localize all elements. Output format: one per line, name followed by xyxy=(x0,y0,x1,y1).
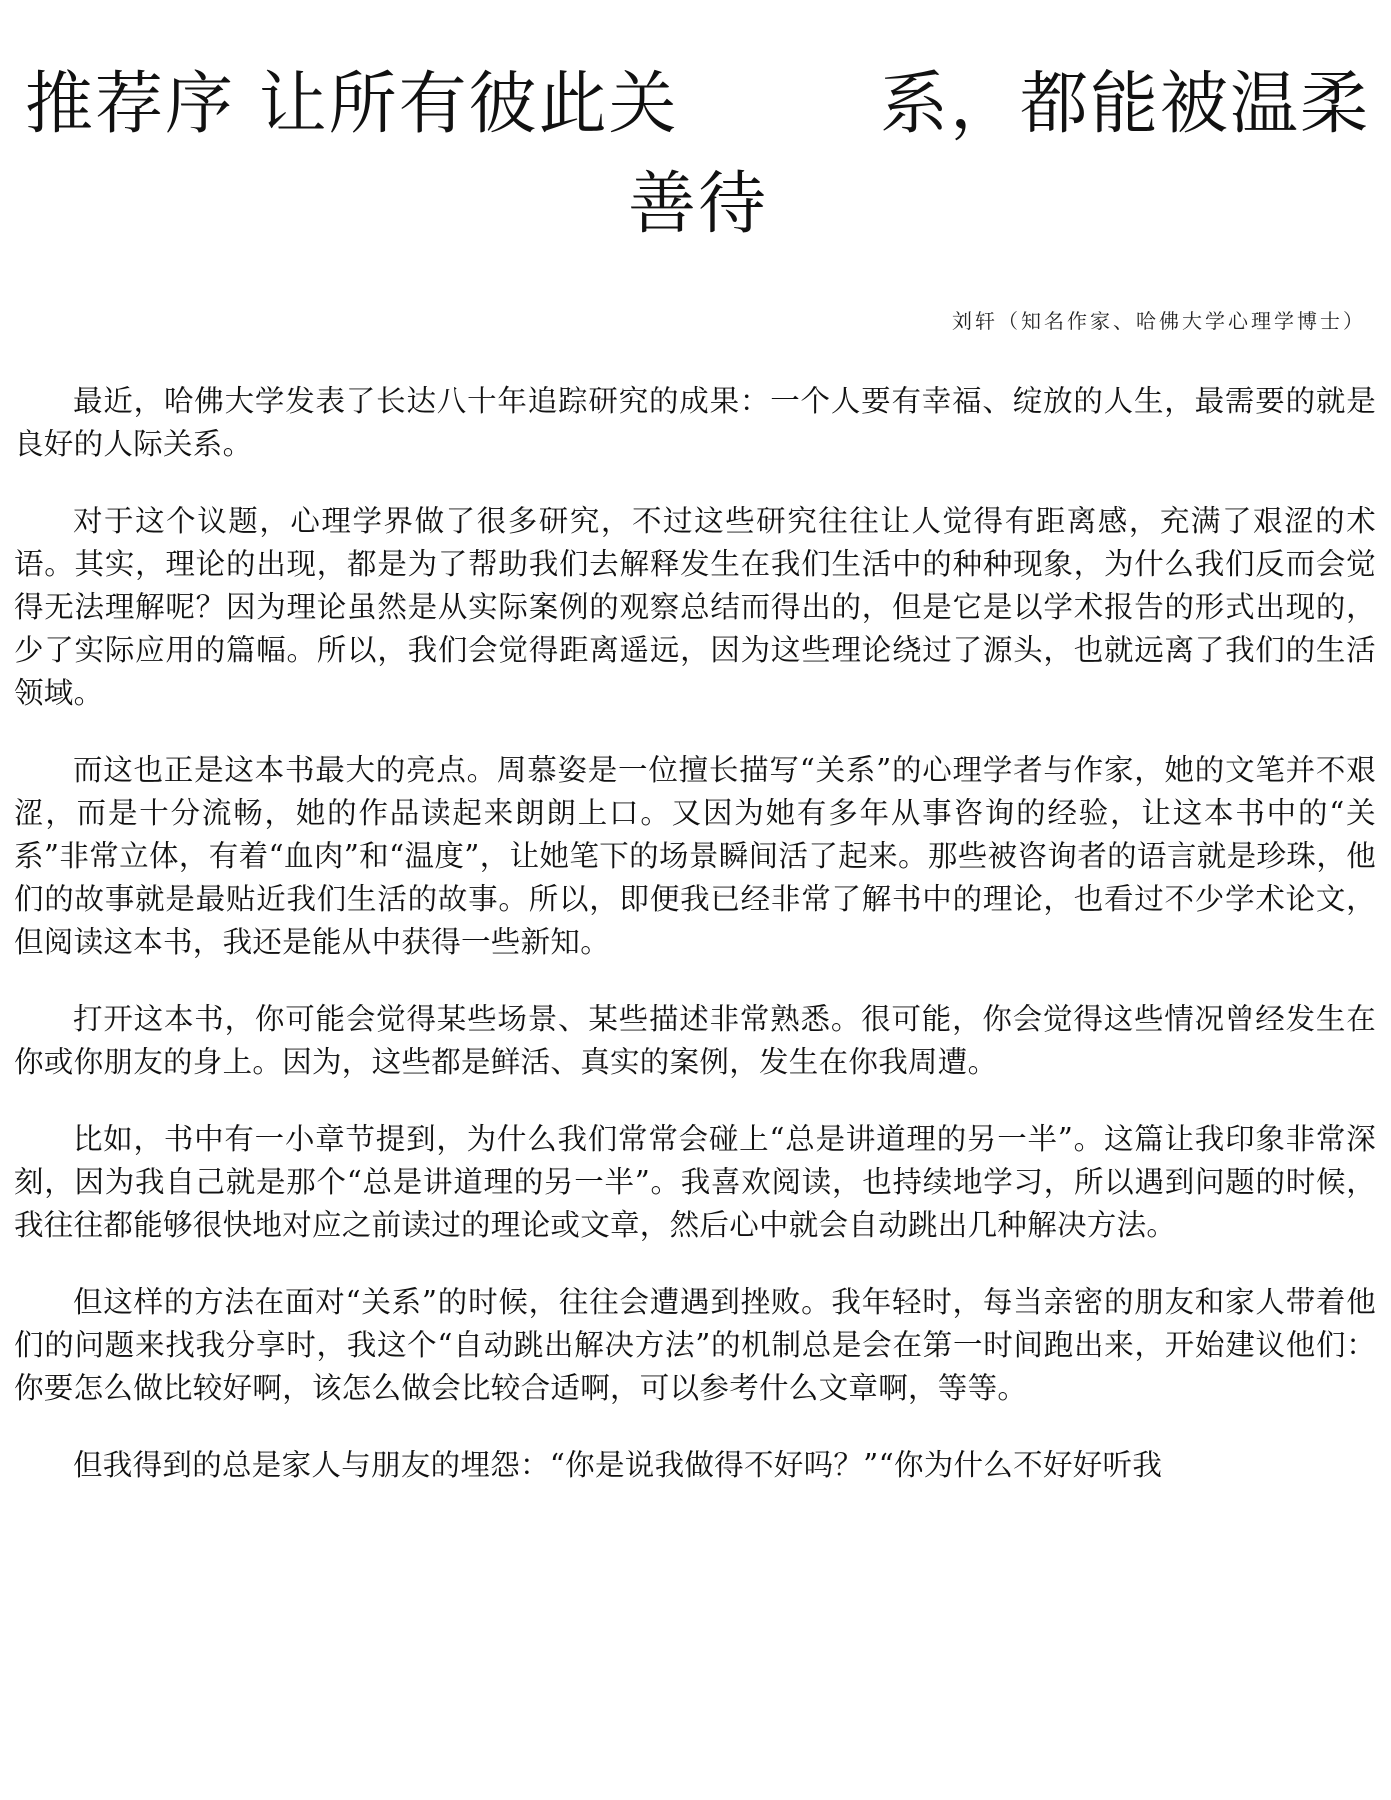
author-byline: 刘轩（知名作家、哈佛大学心理学博士） xyxy=(952,309,1366,333)
paragraph-7: 但我得到的总是家人与朋友的埋怨：“你是说我做得不好吗？”“你为什么不好好听我 xyxy=(73,1448,1163,1482)
title-line1-left: 推荐序 让所有彼此关 xyxy=(25,65,679,144)
title-line1-right: 系，都能被温柔 xyxy=(880,65,1371,144)
title-line2 xyxy=(20,160,1370,250)
paragraph-3: 而这也正是这本书最大的亮点。周慕姿是一位擅长描写“关系”的心理学者与作家，她的文笔并不艰涩，而是十分流畅，她的作品读起来朗朗上口。又因为她有多年从事咨询的经验，让这本书中的“关系”非常立体，有着“血肉”和“温度”，让她笔下的场景瞬间活了起来。那些被咨询者的语言就是珍珠，他们的故事就是最贴近我们生活的故事。所以，即便我已经非常了解书中的理论，也看过不少学术论文，但阅读这本书，我还是能从中获得一些新知。 xyxy=(14,753,1376,959)
paragraph-2: 对于这个议题，心理学界做了很多研究，不过这些研究往往让人觉得有距离感，充满了艰涩的术语。其实，理论的出现，都是为了帮助我们去解释发生在我们生活中的种种现象，为什么我们反而会觉得无法理解呢？因为理论虽然是从实际案例的观察总结而得出的，但是它是以学术报告的形式出现的，少了实际应用的篇幅。所以，我们会觉得距离遥远，因为这些理论绕过了源头，也就远离了我们的生活领域。 xyxy=(14,504,1376,710)
paragraph-4: 打开这本书，你可能会觉得某些场景、某些描述非常熟悉。很可能，你会觉得这些情况曾经发生在你或你朋友的身上。因为，这些都是鲜活、真实的案例，发生在你我周遭。 xyxy=(14,1002,1376,1079)
title-line2-text: 善待 xyxy=(627,165,768,244)
paragraph-1: 最近，哈佛大学发表了长达八十年追踪研究的成果：一个人要有幸福、绽放的人生，最需要的就是良好的人际关系。 xyxy=(14,384,1376,461)
paragraph-6: 但这样的方法在面对“关系”的时候，往往会遭遇到挫败。我年轻时，每当亲密的朋友和家人带着他们的问题来找我分享时，我这个“自动跳出解决方法”的机制总是会在第一时间跑出来，开始建议他们：你要怎么做比较好啊，该怎么做会比较合适啊，可以参考什么文章啊，等等。 xyxy=(14,1285,1376,1405)
body-text xyxy=(14,380,1376,1521)
paragraph-5: 比如，书中有一小章节提到，为什么我们常常会碰上“总是讲道理的另一半”。这篇让我印象非常深刻，因为我自己就是那个“总是讲道理的另一半”。我喜欢阅读，也持续地学习，所以遇到问题的时候，我往往都能够很快地对应之前读过的理论或文章，然后心中就会自动跳出几种解决方法。 xyxy=(14,1122,1376,1242)
